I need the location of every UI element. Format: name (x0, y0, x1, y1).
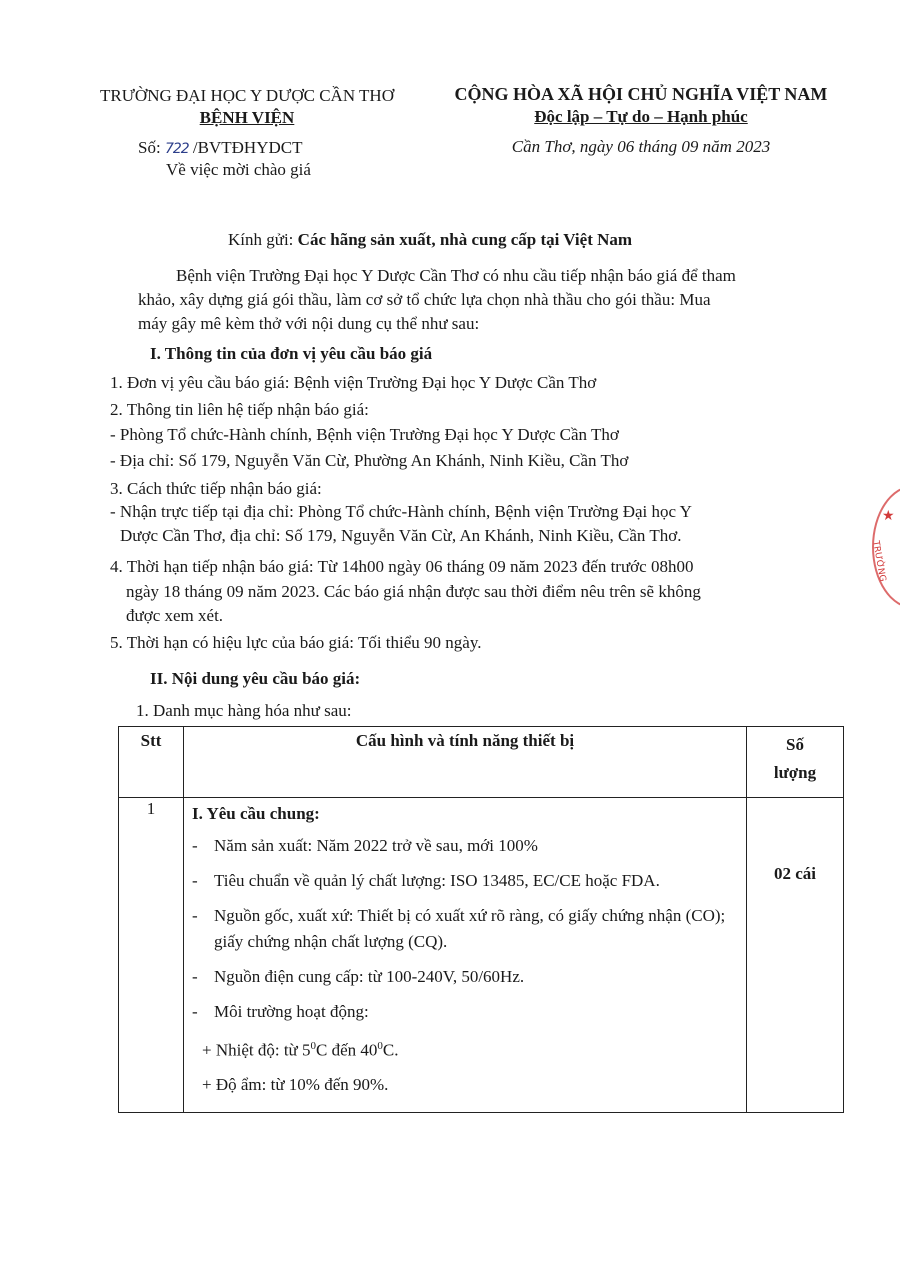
nation-motto: Độc lập – Tự do – Hạnh phúc (534, 107, 748, 126)
section-1-line: 4. Thời hạn tiếp nhận báo giá: Từ 14h00 ngày 06 tháng 09 năm 2023 đến trước 08h00 (110, 557, 694, 576)
section-1-line: 1. Đơn vị yêu cầu báo giá: Bệnh viện Trường Đại học Y Dược Cần Thơ (110, 373, 597, 392)
org-name: TRƯỜNG ĐẠI HỌC Y DƯỢC CẦN THƠ (100, 86, 394, 105)
table-header-row (119, 727, 844, 798)
requirement-text: Năm sản xuất: Năm 2022 trở về sau, mới 100% (214, 836, 538, 855)
section-1-line: 5. Thời hạn có hiệu lực của báo giá: Tối thiểu 90 ngày. (110, 633, 482, 652)
temperature-item: + Nhiệt độ: từ $5^0C$ đến $40^0C$. (202, 1040, 399, 1060)
greeting-prefix: Kính gửi: (228, 230, 298, 249)
row-spec (184, 798, 747, 1113)
row-stt: 1 (119, 798, 184, 1113)
header-qty-line2: lượng (773, 763, 817, 782)
section-2-title: II. Nội dung yêu cầu báo giá: (150, 669, 361, 688)
document-number (138, 138, 302, 158)
requirement-title: I. Yêu cầu chung: (192, 804, 320, 823)
section-1-line: 3. Cách thức tiếp nhận báo giá: (110, 479, 322, 498)
section-1-line: được xem xét. (126, 606, 224, 625)
requirement-text: Môi trường hoạt động: (214, 1002, 369, 1021)
org-unit: BỆNH VIỆN (199, 108, 295, 127)
section-1-line: - Phòng Tổ chức-Hành chính, Bệnh viện Trường Đại học Y Dược Cần Thơ (110, 425, 619, 444)
table-row (119, 798, 844, 1113)
doc-no-handwritten: 722 (164, 141, 189, 157)
seal-star-icon: ★ (882, 509, 895, 524)
section-1-title: I. Thông tin của đơn vị yêu cầu báo giá (150, 344, 433, 363)
row-qty: 02 cái (747, 798, 844, 1113)
section-1-line: - Địa chỉ: Số 179, Nguyễn Văn Cừ, Phường An Khánh, Ninh Kiều, Cần Thơ (110, 451, 629, 470)
section-1-line: 2. Thông tin liên hệ tiếp nhận báo giá: (110, 400, 369, 419)
requirement-text: Nguồn điện cung cấp: từ 100-240V, 50/60Hz. (214, 967, 525, 986)
document-date: Cần Thơ, ngày 06 tháng 09 năm 2023 (511, 137, 771, 156)
section-1-line: ngày 18 tháng 09 năm 2023. Các báo giá nhận được sau thời điểm nêu trên sẽ không (126, 582, 701, 601)
intro-line: máy gây mê kèm thở với nội dung cụ thể như sau: (138, 314, 480, 333)
requirement-item: - Nguồn điện cung cấp: từ 100-240V, 50/60Hz. (192, 964, 738, 990)
seal-text: TRƯỜNG (870, 540, 888, 583)
requirement-item: - Năm sản xuất: Năm 2022 trở về sau, mới 100% (192, 833, 738, 859)
greeting (228, 230, 632, 250)
header-stt: Stt (119, 727, 184, 798)
header-qty (747, 727, 844, 798)
header-spec: Cấu hình và tính năng thiết bị (184, 727, 747, 798)
section-2-sub: 1. Danh mục hàng hóa như sau: (136, 701, 352, 720)
intro-line: Bệnh viện Trường Đại học Y Dược Cần Thơ có nhu cầu tiếp nhận báo giá để tham (176, 266, 736, 285)
requirement-text: Nguồn gốc, xuất xứ: Thiết bị có xuất xứ rõ ràng, có giấy chứng nhận (CO); giấy chứng nhận chất lượng (CQ). (214, 906, 726, 951)
nation-title: CỘNG HÒA XÃ HỘI CHỦ NGHĨA VIỆT NAM (454, 84, 828, 104)
greeting-recipient: Các hãng sản xuất, nhà cung cấp tại Việt Nam (297, 230, 633, 249)
doc-no-label: Số: (138, 138, 161, 157)
humidity-item: + Độ ẩm: từ 10% đến 90%. (202, 1074, 389, 1094)
header-qty-line1: Số (786, 735, 804, 754)
requirement-item: - Tiêu chuẩn về quản lý chất lượng: ISO 13485, EC/CE hoặc FDA. (192, 868, 738, 894)
goods-table (118, 726, 844, 1113)
requirement-item: - Nguồn gốc, xuất xứ: Thiết bị có xuất xứ rõ ràng, có giấy chứng nhận (CO); giấy chứng nhận chất lượng (CQ). (192, 903, 738, 955)
intro-line: khảo, xây dựng giá gói thầu, làm cơ sở tổ chức lựa chọn nhà thầu cho gói thầu: Mua (138, 290, 711, 309)
section-1-line: - Nhận trực tiếp tại địa chỉ: Phòng Tổ chức-Hành chính, Bệnh viện Trường Đại học Y (110, 502, 692, 521)
doc-no-suffix: /BVTĐHYDCT (192, 138, 303, 157)
section-1-line: Dược Cần Thơ, địa chỉ: Số 179, Nguyễn Văn Cừ, An Khánh, Ninh Kiều, Cần Thơ. (120, 526, 682, 545)
requirement-item: - Môi trường hoạt động: (192, 999, 738, 1025)
document-subject: Về việc mời chào giá (166, 160, 311, 179)
requirement-text: Tiêu chuẩn về quản lý chất lượng: ISO 13485, EC/CE hoặc FDA. (214, 871, 660, 890)
